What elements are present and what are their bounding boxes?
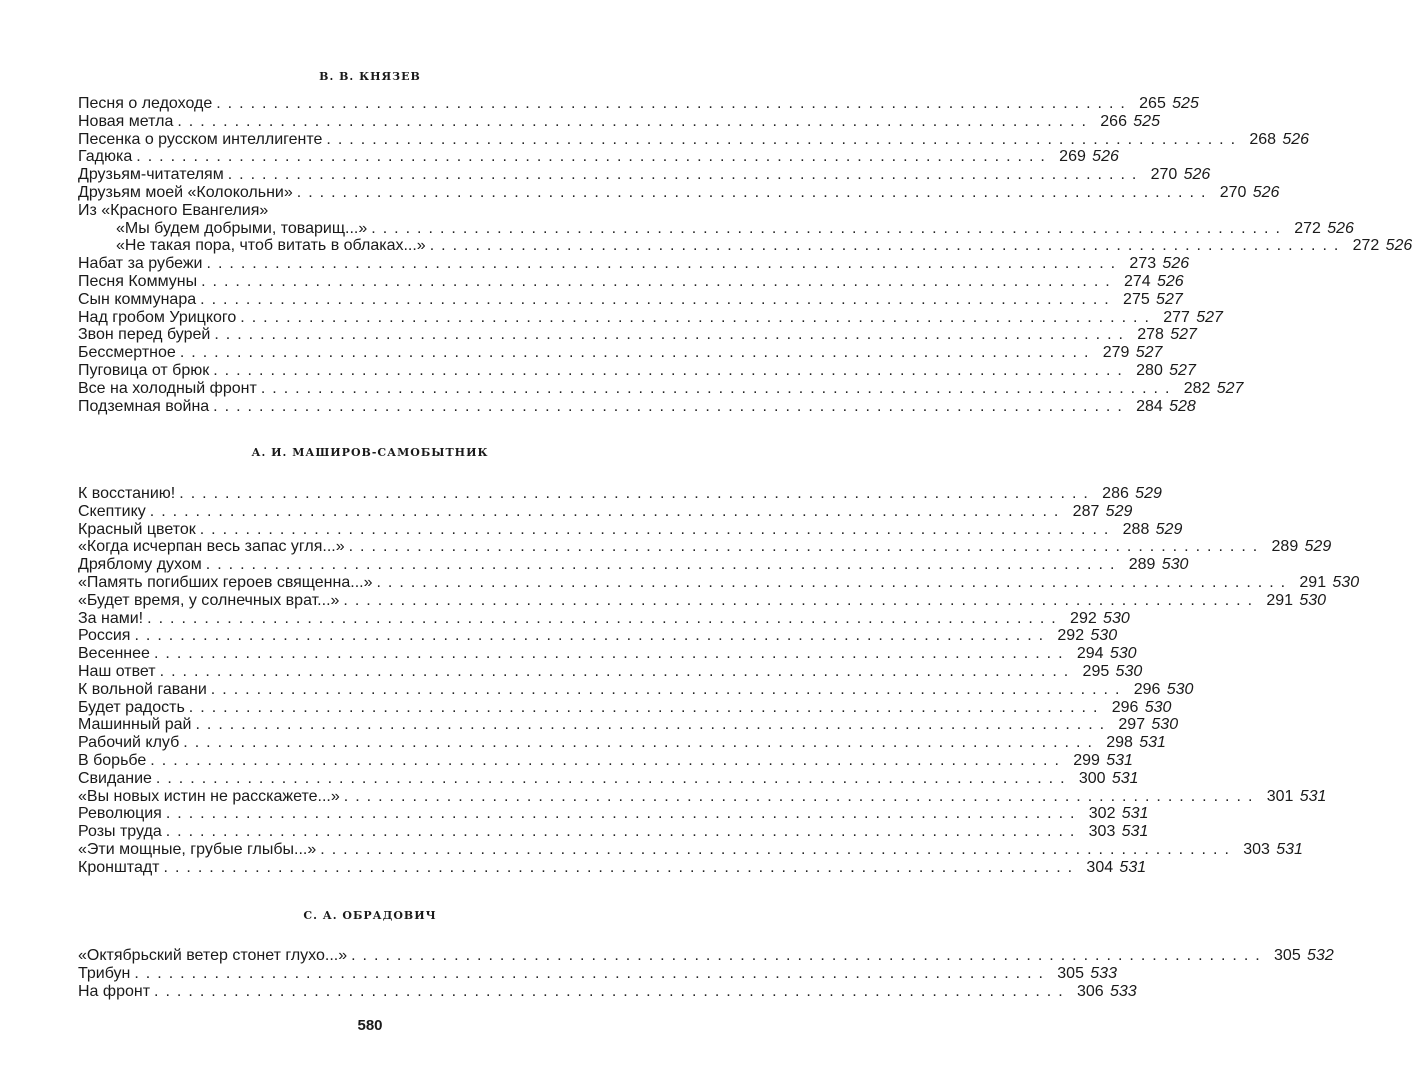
entry-title: Подземная война [78, 397, 210, 415]
entry-title: На фронт [78, 982, 151, 1000]
entry-page-number: 294 [1076, 645, 1104, 663]
entry-page-number: 300 [1078, 769, 1106, 787]
entry-title: Машинный рай [78, 716, 192, 734]
dot-leader: ................................................................................ [210, 680, 1127, 698]
entry-title: В борьбе [78, 751, 147, 769]
dot-leader: ................................................................................ [134, 627, 1051, 645]
entry-note-page: 530 [1166, 680, 1194, 698]
entry-page-number: 266 [1100, 112, 1127, 130]
section-list-knyazev [78, 95, 1412, 415]
entry-title: Революция [78, 805, 162, 823]
entry-note-page: 531 [1276, 840, 1303, 858]
entry-note-page: 531 [1106, 751, 1133, 769]
section-heading-obradovich: С. А. ОБРАДОВИЧ [303, 909, 437, 922]
toc-entry [78, 698, 1172, 717]
entry-title: «Мы будем добрыми, товарищ...» [116, 219, 368, 237]
entry-title: Россия [78, 627, 131, 645]
dot-leader: ................................................................................ [199, 520, 1116, 538]
toc-entry [78, 183, 1280, 202]
entry-note-page: 531 [1299, 787, 1327, 805]
dot-leader: ................................................................................ [351, 947, 1267, 964]
dot-leader: ................................................................................ [216, 95, 1132, 112]
entry-title: Друзьям моей «Колокольни» [78, 183, 293, 201]
entry-page-number: 301 [1266, 787, 1294, 805]
entry-page-number: 304 [1086, 858, 1114, 876]
dot-leader: ................................................................................ [371, 219, 1287, 237]
entry-note-page: 531 [1121, 805, 1149, 823]
toc-entry [78, 397, 1196, 416]
entry-page-number: 296 [1133, 680, 1161, 698]
entry-page-number: 284 [1136, 397, 1163, 415]
entry-note-page: 527 [1170, 326, 1197, 344]
entry-note-page: 526 [1282, 130, 1310, 148]
entry-note-page: 526 [1092, 148, 1119, 166]
entry-note-page: 532 [1307, 947, 1334, 964]
entry-title: Свидание [78, 769, 152, 787]
toc-entry [78, 716, 1179, 734]
toc-entry [78, 485, 1162, 503]
toc-entry [78, 502, 1133, 521]
entry-note-page: 530 [1109, 645, 1137, 663]
entry-note-page: 526 [1162, 255, 1190, 273]
dot-leader: ................................................................................ [159, 662, 1076, 680]
entry-title: Песенка о русском интеллигенте [78, 130, 323, 148]
entry-note-page: 533 [1090, 964, 1117, 982]
entry-note-page: 530 [1299, 591, 1327, 609]
toc-entry [78, 805, 1149, 823]
toc-entry [78, 858, 1147, 877]
dot-leader: ................................................................................ [179, 344, 1096, 362]
dot-leader: ................................................................................ [296, 183, 1213, 201]
entry-title: Весеннее [78, 645, 150, 663]
dot-leader: ................................................................................ [154, 982, 1070, 1000]
entry-note-page: 530 [1151, 716, 1179, 734]
entry-note-page: 529 [1155, 520, 1183, 538]
entry-page-number: 282 [1183, 379, 1211, 397]
dot-leader: ................................................................................ [214, 326, 1130, 344]
entry-title: Набат за рубежи [78, 255, 203, 273]
entry-page-number: 286 [1102, 485, 1129, 502]
toc-entry [78, 734, 1166, 752]
dot-leader: ................................................................................ [213, 361, 1129, 379]
toc-entry [78, 964, 1117, 983]
entry-title: Из «Красного Евангелия» [78, 201, 269, 219]
entry-note-page: 531 [1121, 823, 1149, 841]
entry-page-number: 298 [1106, 734, 1133, 752]
entry-page-number: 291 [1266, 591, 1294, 609]
dot-leader: ................................................................................ [147, 609, 1063, 627]
entry-title: К вольной гавани [78, 680, 207, 698]
section-heading-mashirov: А. И. МАШИРОВ-САМОБЫТНИК [251, 446, 489, 459]
dot-leader: ................................................................................ [200, 290, 1116, 308]
entry-page-number: 288 [1122, 520, 1150, 538]
dot-leader: ................................................................................ [320, 840, 1236, 858]
entry-note-page: 527 [1156, 290, 1183, 308]
dot-leader: ................................................................................ [429, 237, 1346, 255]
entry-note-page: 530 [1103, 609, 1130, 627]
entry-title: «Когда исчерпан весь запас угля...» [78, 538, 345, 556]
toc-entry [78, 680, 1194, 699]
entry-page-number: 292 [1070, 609, 1097, 627]
entry-note-page: 531 [1139, 734, 1166, 752]
toc-entry [78, 95, 1199, 113]
dot-leader: ................................................................................ [213, 397, 1129, 415]
entry-page-number: 274 [1124, 272, 1151, 290]
entry-note-page: 529 [1135, 485, 1162, 502]
dot-leader: ................................................................................ [376, 573, 1293, 591]
entry-page-number: 292 [1057, 627, 1085, 645]
toc-entry [78, 202, 668, 220]
toc-entry [78, 645, 1137, 663]
dot-leader: ................................................................................ [343, 787, 1260, 805]
entry-note-page: 533 [1109, 982, 1137, 1000]
dot-leader: ................................................................................ [260, 379, 1177, 397]
entry-title: «Октябрьский ветер стонет глухо...» [78, 947, 348, 964]
toc-entry [78, 148, 1119, 166]
toc-entry [78, 166, 1211, 184]
entry-page-number: 305 [1274, 947, 1301, 964]
entry-page-number: 278 [1137, 326, 1164, 344]
entry-title: «Эти мощные, грубые глыбы...» [78, 840, 317, 858]
entry-page-number: 270 [1150, 166, 1178, 184]
dot-leader: ................................................................................ [343, 591, 1260, 609]
toc-entry [78, 591, 1327, 610]
toc-entry [78, 255, 1190, 273]
entry-note-page: 526 [1385, 237, 1412, 255]
toc-entry [78, 379, 1244, 398]
entry-note-page: 526 [1183, 166, 1211, 184]
entry-title: Друзьям-читателям [78, 166, 224, 184]
entry-page-number: 295 [1082, 662, 1110, 680]
toc-entry [78, 520, 1183, 539]
entry-page-number: 299 [1073, 751, 1100, 769]
dot-leader: ................................................................................ [205, 556, 1122, 574]
toc-entry [78, 662, 1143, 681]
entry-page-number: 277 [1163, 308, 1190, 326]
toc-entry [78, 237, 1412, 255]
entry-page-number: 275 [1123, 290, 1150, 308]
entry-note-page: 530 [1161, 556, 1189, 574]
entry-note-page: 530 [1090, 627, 1118, 645]
entry-title: Звон перед бурей [78, 326, 211, 344]
entry-note-page: 526 [1327, 219, 1354, 237]
entry-page-number: 305 [1057, 964, 1084, 982]
dot-leader: ................................................................................ [183, 734, 1099, 752]
entry-title: Дряблому духом [78, 556, 202, 574]
toc-entry [78, 344, 1163, 362]
entry-title: Бессмертное [78, 344, 176, 362]
dot-leader: ................................................................................ [326, 130, 1243, 148]
entry-page-number: 268 [1249, 130, 1277, 148]
entry-note-page: 531 [1111, 769, 1139, 787]
entry-page-number: 270 [1219, 183, 1247, 201]
dot-leader: ................................................................................ [163, 858, 1080, 876]
dot-leader: ................................................................................ [206, 255, 1123, 273]
entry-title: «Будет время, у солнечных врат...» [78, 591, 340, 609]
entry-page-number: 297 [1118, 716, 1146, 734]
entry-page-number: 269 [1059, 148, 1086, 166]
entry-title: Розы труда [78, 823, 162, 841]
dot-leader: ................................................................................ [150, 751, 1066, 769]
section-heading-knyazev: В. В. КНЯЗЕВ [319, 70, 421, 83]
dot-leader: ................................................................................ [195, 716, 1112, 734]
dot-leader: ................................................................................ [155, 769, 1072, 787]
dot-leader: ................................................................................ [188, 698, 1105, 716]
entry-page-number: 306 [1076, 982, 1104, 1000]
entry-note-page: 525 [1133, 112, 1160, 130]
entry-note-page: 530 [1115, 662, 1143, 680]
entry-title: Кронштадт [78, 858, 160, 876]
entry-note-page: 527 [1216, 379, 1244, 397]
entry-note-page: 529 [1304, 538, 1332, 556]
dot-leader: ................................................................................ [177, 112, 1093, 130]
entry-page-number: 273 [1129, 255, 1157, 273]
toc-entry [78, 130, 1310, 149]
entry-title: Все на холодный фронт [78, 379, 257, 397]
entry-page-number: 303 [1088, 823, 1116, 841]
entry-note-page: 525 [1172, 95, 1199, 112]
entry-note-page: 527 [1196, 308, 1223, 326]
entry-title: Над гробом Урицкого [78, 308, 237, 326]
entry-page-number: 272 [1352, 237, 1380, 255]
entry-note-page: 529 [1105, 502, 1133, 520]
toc-entry [78, 361, 1196, 380]
dot-leader: ................................................................................ [134, 964, 1050, 982]
entry-page-number: 280 [1136, 361, 1163, 379]
entry-note-page: 526 [1157, 272, 1184, 290]
dot-leader: ................................................................................ [136, 148, 1052, 166]
toc-entry [78, 627, 1118, 645]
toc-entry [78, 290, 1183, 309]
entry-title: Красный цветок [78, 520, 196, 538]
entry-title: «Вы новых истин не расскажете...» [78, 787, 340, 805]
entry-note-page: 530 [1332, 573, 1360, 591]
dot-leader: ................................................................................ [165, 805, 1082, 823]
entry-title: Трибун [78, 964, 131, 982]
entry-title: За нами! [78, 609, 144, 627]
page-number: 580 [357, 1017, 383, 1034]
entry-title: Песня Коммуны [78, 272, 198, 290]
entry-title: Будет радость [78, 698, 185, 716]
entry-page-number: 291 [1299, 573, 1327, 591]
entry-note-page: 531 [1119, 858, 1147, 876]
entry-title: К восстанию! [78, 485, 176, 502]
entry-title: Сын коммунара [78, 290, 197, 308]
entry-page-number: 287 [1072, 502, 1100, 520]
entry-note-page: 528 [1169, 397, 1196, 415]
dot-leader: ................................................................................ [201, 272, 1117, 290]
dot-leader: ................................................................................ [240, 308, 1156, 326]
dot-leader: ................................................................................ [179, 485, 1095, 502]
toc-entry [78, 769, 1139, 788]
entry-title: Скептику [78, 502, 146, 520]
entry-note-page: 526 [1252, 183, 1280, 201]
entry-page-number: 303 [1243, 840, 1270, 858]
entry-title: Пуговица от брюк [78, 361, 210, 379]
dot-leader: ................................................................................ [165, 823, 1082, 841]
entry-title: Новая метла [78, 112, 174, 130]
section-list-mashirov [78, 485, 1360, 877]
entry-page-number: 296 [1111, 698, 1139, 716]
entry-title: Рабочий клуб [78, 734, 180, 752]
toc-entry [78, 609, 1130, 628]
toc-entry [78, 538, 1332, 556]
toc-entry [78, 326, 1197, 344]
toc-entry [78, 840, 1303, 859]
section-list-obradovich [78, 947, 1334, 1000]
entry-page-number: 265 [1139, 95, 1166, 112]
toc-entry [78, 787, 1327, 806]
entry-title: Наш ответ [78, 662, 156, 680]
entry-page-number: 272 [1294, 219, 1321, 237]
toc-entry [78, 308, 1223, 327]
entry-note-page: 527 [1169, 361, 1196, 379]
toc-entry [78, 982, 1137, 1001]
entry-title: Гадюка [78, 148, 133, 166]
entry-title: «Память погибших героев священна...» [78, 573, 373, 591]
toc-entry [78, 823, 1149, 841]
toc-entry [78, 947, 1334, 965]
dot-leader: ................................................................................ [348, 538, 1265, 556]
entry-note-page: 530 [1144, 698, 1172, 716]
entry-page-number: 289 [1271, 538, 1299, 556]
toc-entry [78, 112, 1160, 131]
dot-leader: ................................................................................ [149, 502, 1066, 520]
toc-entry [78, 573, 1360, 592]
entry-note-page: 527 [1135, 344, 1163, 362]
entry-page-number: 302 [1088, 805, 1116, 823]
toc-entry [78, 272, 1184, 291]
entry-title: «Не такая пора, чтоб витать в облаках...» [116, 237, 426, 255]
toc-entry [78, 556, 1189, 574]
dot-leader: ................................................................................ [227, 166, 1144, 184]
toc-entry [78, 219, 1354, 238]
toc-entry [78, 751, 1133, 770]
entry-page-number: 279 [1102, 344, 1130, 362]
dot-leader: ................................................................................ [153, 645, 1070, 663]
entry-page-number: 289 [1128, 556, 1156, 574]
entry-title: Песня о ледоходе [78, 95, 213, 112]
